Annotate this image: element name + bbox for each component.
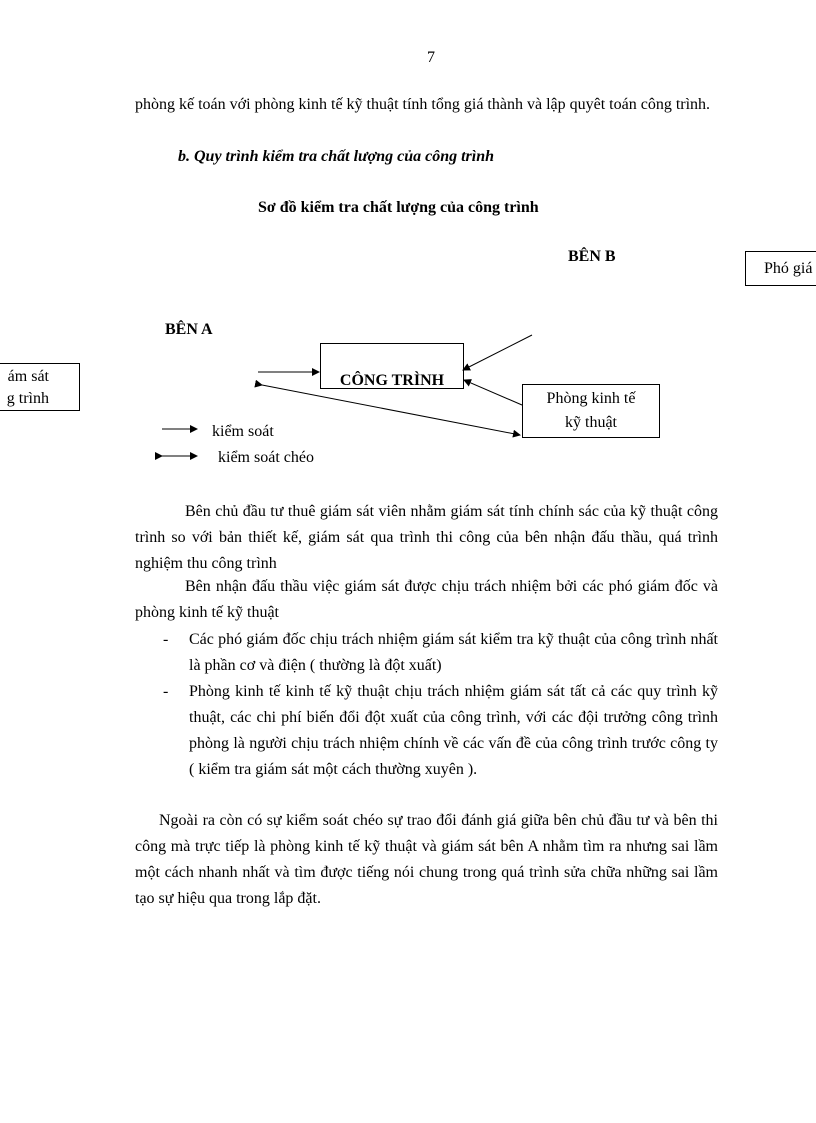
intro-paragraph: phòng kế toán với phòng kinh tế kỹ thuật tính tổng giá thành và lập quyêt toán công trình.	[135, 96, 711, 113]
arrow-benb-to-construction	[463, 335, 532, 370]
list-item	[135, 627, 718, 679]
tech-dept-line2: kỹ thuật	[565, 414, 617, 431]
body-paragraph-2: Bên nhận đấu thầu việc giám sát được chịu trách nhiệm bởi các phó giám đốc và phòng kinh tế kỹ thuật	[135, 578, 718, 621]
tech-dept-line1: Phòng kinh tế	[546, 390, 636, 407]
responsibility-list	[135, 627, 718, 783]
legend-cross-control-label: kiểm soát chéo	[218, 449, 314, 466]
section-heading: b. Quy trình kiểm tra chất lượng của công trình	[178, 148, 495, 165]
ben-a-label: BÊN A	[165, 321, 213, 338]
list-dash: -	[163, 683, 169, 700]
arrow-cross-control	[262, 385, 520, 435]
legend-control-label: kiểm soát	[212, 423, 274, 440]
supervisor-box-line1: ám sát	[7, 368, 49, 385]
list-item-text: Các phó giám đốc chịu trách nhiệm giám sát kiểm tra kỹ thuật của công trình nhất là phần cơ và điện ( thường là đột xuất)	[189, 631, 718, 674]
arrow-tech-to-construction	[464, 380, 522, 405]
list-item-text: Phòng kinh tế kinh tế kỹ thuật chịu trách nhiệm giám sát tất cả các quy trình kỹ thuật, các chi phí biến đổi đột xuất của công trình, với các đội trưởng công trình phòng là người chịu trách nhiệm chính về các vấn đề của công trình trước công ty ( kiểm tra giám sát một cách thường xuyên ).	[189, 683, 718, 778]
diagram-title: Sơ đồ kiểm tra chất lượng của công trình	[258, 199, 539, 216]
body-paragraph-1: Bên chủ đầu tư thuê giám sát viên nhằm giám sát tính chính sác của kỹ thuật công trình so với bản thiết kế, giám sát qua trình thi công của bên nhận đấu thầu, quá trình nghiệm thu công trình	[135, 503, 718, 572]
body-paragraph-3: Ngoài ra còn có sự kiểm soát chéo sự trao đổi đánh giá giữa bên chủ đầu tư và bên thi công mà trực tiếp là phòng kinh tế kỹ thuật và giám sát bên A nhằm tìm ra nhưng sai lầm một cách nhanh nhất và tìm được tiếng nói chung trong quá trình sửa chữa những sai lầm tạo sự hiệu qua trong lắp đặt.	[135, 812, 718, 907]
supervisor-box-line2: g trình	[6, 390, 49, 407]
construction-box-label: CÔNG TRÌNH	[339, 372, 445, 389]
page-number: 7	[427, 49, 435, 66]
list-dash: -	[163, 631, 169, 648]
ben-b-label: BÊN B	[568, 248, 616, 265]
deputy-director-label: Phó giá	[764, 260, 813, 277]
list-item	[135, 679, 718, 783]
